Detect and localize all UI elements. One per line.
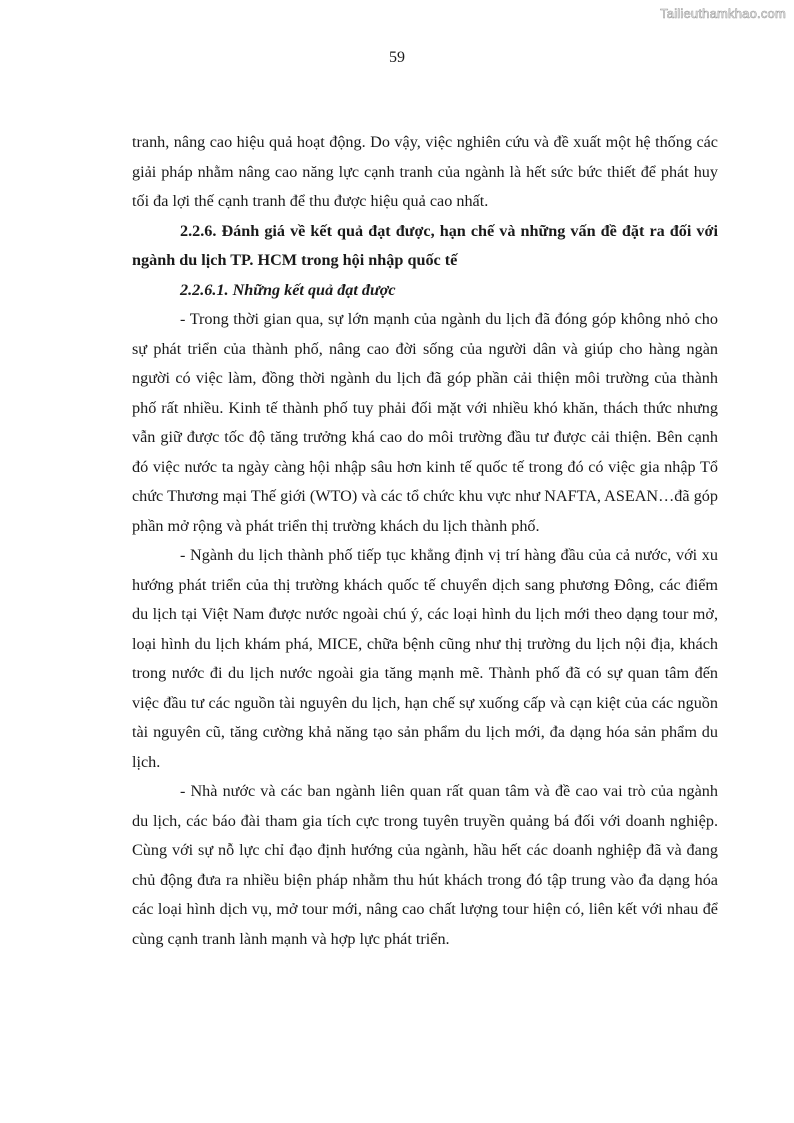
body-paragraph: - Trong thời gian qua, sự lớn mạnh của ngành du lịch đã đóng góp không nhỏ cho sự phát triển của thành phố, nâng cao đời sống của người dân và giúp cho hàng ngàn người có việc làm, đồng thời ngành du lịch đã góp phần cải thiện môi trường của thành phố rất nhiều. Kinh tế thành phố tuy phải đối mặt với nhiều khó khăn, thách thức nhưng vẫn giữ được tốc độ tăng trưởng khá cao do môi trường đầu tư được cải thiện. Bên cạnh đó việc nước ta ngày càng hội nhập sâu hơn kinh tế quốc tế trong đó có việc gia nhập Tổ chức Thương mại Thế giới (WTO) và các tổ chức khu vực như NAFTA, ASEAN…đã góp phần mở rộng và phát triển thị trường khách du lịch thành phố. [132,310,718,535]
section-heading: 2.2.6. Đánh giá về kết quả đạt được, hạn chế và những vấn đề đặt ra đối với ngành du lịch TP. HCM trong hội nhập quốc tế [132,221,718,269]
paragraph-continuation: tranh, nâng cao hiệu quả hoạt động. Do vậy, việc nghiên cứu và đề xuất một hệ thống các giải pháp nhằm nâng cao năng lực cạnh tranh của ngành là hết sức bức thiết để phát huy tối đa lợi thế cạnh tranh để thu được hiệu quả cao nhất. [132,133,718,210]
document-body [132,128,718,954]
page-number: 59 [389,49,405,66]
subsection-heading: 2.2.6.1. Những kết quả đạt được [180,280,396,299]
body-paragraph: - Ngành du lịch thành phố tiếp tục khẳng định vị trí hàng đầu của cả nước, với xu hướng phát triển của thị trường khách quốc tế chuyển dịch sang phương Đông, các điểm du lịch tại Việt Nam được nước ngoài chú ý, các loại hình du lịch mới theo dạng tour mở, loại hình du lịch khám phá, MICE, chữa bệnh cũng như thị trường du lịch nội địa, khách trong nước đi du lịch nước ngoài gia tăng mạnh mẽ. Thành phố đã có sự quan tâm đến việc đầu tư các nguồn tài nguyên du lịch, hạn chế sự xuống cấp và cạn kiệt của các nguồn tài nguyên cũ, tăng cường khả năng tạo sản phẩm du lịch mới, đa dạng hóa sản phẩm du lịch. [132,546,718,771]
body-paragraph: - Nhà nước và các ban ngành liên quan rất quan tâm và đề cao vai trò của ngành du lịch, các báo đài tham gia tích cực trong tuyên truyền quảng bá đối với doanh nghiệp. Cùng với sự nỗ lực chỉ đạo định hướng của ngành, hầu hết các doanh nghiệp đã và đang chủ động đưa ra nhiều biện pháp nhằm thu hút khách trong đó tập trung vào đa dạng hóa các loại hình dịch vụ, mở tour mới, nâng cao chất lượng tour hiện có, liên kết với nhau để cùng cạnh tranh lành mạnh và hợp lực phát triển. [132,782,718,948]
watermark-text: Tailieuthamkhao.com [660,6,786,21]
